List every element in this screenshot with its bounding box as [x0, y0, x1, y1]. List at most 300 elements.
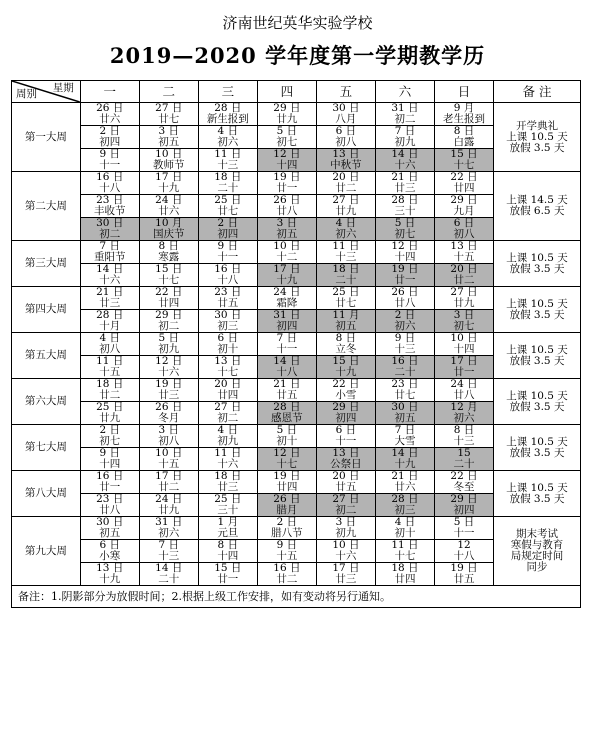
- lunar-text: 二十: [217, 182, 239, 194]
- lunar-text: 十七: [453, 159, 475, 171]
- lunar-text: 十五: [99, 366, 121, 378]
- lunar-text: 廿八: [394, 297, 416, 309]
- holiday-date-cell: [316, 310, 375, 333]
- holiday-date-cell: [316, 402, 375, 425]
- date-text: 27 日: [332, 194, 360, 206]
- date-cell: [139, 241, 198, 264]
- holiday-date-cell: [375, 218, 434, 241]
- day-header-sun: 日: [434, 81, 493, 103]
- date-cell: [80, 379, 139, 402]
- date-text: 4 日: [335, 217, 357, 229]
- week-note: 上课 10.5 天 放假 3.5 天: [494, 425, 581, 471]
- lunar-text: 十八: [217, 274, 239, 286]
- date-cell: [139, 448, 198, 471]
- lunar-text: 十六: [158, 366, 180, 378]
- lunar-text: 教师节: [153, 159, 185, 171]
- date-text: 12 月: [450, 401, 478, 413]
- date-text: 13 日: [450, 240, 478, 252]
- holiday-date-cell: [257, 402, 316, 425]
- date-cell: [80, 126, 139, 149]
- lunar-text: 十六: [335, 550, 357, 562]
- date-text: 7 日: [158, 539, 180, 551]
- lunar-text: 二十: [158, 573, 180, 585]
- holiday-date-cell: [257, 448, 316, 471]
- date-text: 29 日: [450, 493, 478, 505]
- lunar-text: 十九: [276, 274, 298, 286]
- holiday-date-cell: [434, 402, 493, 425]
- lunar-text: 十四: [99, 458, 121, 470]
- lunar-text: 廿五: [453, 573, 475, 585]
- date-text: 16 日: [96, 470, 124, 482]
- date-cell: [434, 379, 493, 402]
- date-text: 27 日: [214, 401, 242, 413]
- date-cell: [80, 563, 139, 586]
- lunar-text: 白露: [453, 136, 475, 148]
- lunar-text: 九月: [453, 205, 475, 217]
- lunar-text: 十七: [394, 550, 416, 562]
- lunar-text: 初三: [217, 320, 239, 332]
- lunar-text: 廿九: [335, 205, 357, 217]
- lunar-text: 廿二: [158, 481, 180, 493]
- lunar-text: 初八: [158, 435, 180, 447]
- lunar-text: 廿三: [335, 573, 357, 585]
- holiday-date-cell: [257, 494, 316, 517]
- date-text: 22 日: [450, 470, 478, 482]
- lunar-text: 廿六: [99, 113, 121, 125]
- holiday-date-cell: [375, 356, 434, 379]
- date-cell: [80, 287, 139, 310]
- holiday-date-cell: [434, 356, 493, 379]
- date-text: 10 日: [273, 240, 301, 252]
- date-text: 11 月: [332, 309, 360, 321]
- lunar-text: 初四: [453, 504, 475, 516]
- date-text: 10 日: [155, 447, 183, 459]
- lunar-text: 初二: [335, 504, 357, 516]
- lunar-text: 廿一: [217, 573, 239, 585]
- date-cell: [316, 540, 375, 563]
- lunar-text: 重阳节: [93, 251, 126, 263]
- lunar-text: 十一: [99, 159, 121, 171]
- date-cell: [257, 103, 316, 126]
- date-cell: [198, 517, 257, 540]
- lunar-text: 廿一: [453, 366, 475, 378]
- date-text: 11 日: [214, 447, 242, 459]
- lunar-text: 十七: [276, 458, 298, 470]
- date-cell: [257, 287, 316, 310]
- date-text: 19 日: [450, 562, 478, 574]
- date-cell: [434, 517, 493, 540]
- date-text: 24 日: [273, 286, 301, 298]
- table-row: [12, 425, 581, 448]
- date-text: 15: [457, 447, 471, 459]
- lunar-text: 廿四: [453, 182, 475, 194]
- lunar-text: 十九: [158, 182, 180, 194]
- date-text: 17 日: [273, 263, 301, 275]
- date-cell: [316, 241, 375, 264]
- date-text: 17 日: [155, 171, 183, 183]
- date-text: 19 日: [391, 263, 419, 275]
- date-text: 27 日: [450, 286, 478, 298]
- lunar-text: 三十: [217, 504, 239, 516]
- date-cell: [80, 149, 139, 172]
- lunar-text: 十二: [276, 251, 298, 263]
- date-cell: [375, 195, 434, 218]
- lunar-text: 初七: [276, 136, 298, 148]
- lunar-text: 廿七: [217, 205, 239, 217]
- lunar-text: 初八: [453, 228, 475, 240]
- date-cell: [80, 402, 139, 425]
- date-cell: [316, 287, 375, 310]
- date-text: 17 日: [450, 355, 478, 367]
- date-text: 3 日: [453, 309, 475, 321]
- week-label: 第三大周: [12, 241, 81, 287]
- week-note: 期末考试 寒假与教育 局规定时间 同步: [494, 517, 581, 586]
- week-label: 第一大周: [12, 103, 81, 172]
- holiday-date-cell: [257, 264, 316, 287]
- lunar-text: 元旦: [217, 527, 239, 539]
- holiday-date-cell: [434, 494, 493, 517]
- date-text: 2 日: [99, 424, 120, 436]
- date-cell: [139, 103, 198, 126]
- date-cell: [198, 402, 257, 425]
- lunar-text: 廿九: [453, 297, 475, 309]
- lunar-text: 初二: [394, 113, 416, 125]
- lunar-text: 廿八: [453, 389, 475, 401]
- lunar-text: 二十: [335, 274, 357, 286]
- date-cell: [434, 471, 493, 494]
- lunar-text: 十七: [217, 366, 239, 378]
- week-label: 第七大周: [12, 425, 81, 471]
- date-text: 10 月: [155, 217, 183, 229]
- school-name: 济南世纪英华实验学校: [222, 14, 373, 32]
- lunar-text: 初五: [158, 136, 180, 148]
- lunar-text: 初六: [394, 320, 416, 332]
- date-text: 16 日: [214, 263, 242, 275]
- date-text: 24 日: [450, 378, 478, 390]
- date-text: 23 日: [214, 286, 242, 298]
- date-text: 21 日: [273, 378, 301, 390]
- lunar-text: 廿二: [99, 389, 121, 401]
- holiday-date-cell: [316, 264, 375, 287]
- lunar-text: 小寒: [99, 550, 121, 562]
- lunar-text: 初二: [158, 320, 180, 332]
- date-cell: [198, 448, 257, 471]
- lunar-text: 廿九: [276, 113, 298, 125]
- lunar-text: 十七: [158, 274, 180, 286]
- date-cell: [257, 172, 316, 195]
- lunar-text: 初五: [335, 320, 357, 332]
- lunar-text: 廿三: [158, 389, 180, 401]
- date-cell: [80, 310, 139, 333]
- date-text: 30 日: [96, 217, 124, 229]
- lunar-text: 廿一: [394, 274, 416, 286]
- date-text: 30 日: [391, 401, 419, 413]
- date-cell: [198, 310, 257, 333]
- date-cell: [80, 448, 139, 471]
- lunar-text: 廿七: [158, 113, 180, 125]
- date-cell: [316, 379, 375, 402]
- date-cell: [257, 241, 316, 264]
- date-text: 20 日: [332, 171, 360, 183]
- date-cell: [139, 379, 198, 402]
- lunar-text: 廿二: [335, 182, 357, 194]
- date-cell: [198, 356, 257, 379]
- date-cell: [139, 471, 198, 494]
- date-text: 12 日: [273, 148, 301, 160]
- lunar-text: 立冬: [335, 343, 357, 355]
- date-cell: [80, 172, 139, 195]
- date-cell: [139, 425, 198, 448]
- holiday-date-cell: [375, 264, 434, 287]
- date-text: 20 日: [450, 263, 478, 275]
- date-text: 15 日: [332, 355, 360, 367]
- date-text: 23 日: [391, 378, 419, 390]
- date-text: 25 日: [332, 286, 360, 298]
- lunar-text: 初十: [276, 435, 298, 447]
- day-header-fri: 五: [316, 81, 375, 103]
- date-text: 12 日: [155, 355, 183, 367]
- date-cell: [139, 356, 198, 379]
- table-row: [12, 517, 581, 540]
- holiday-date-cell: [375, 402, 434, 425]
- table-row: [12, 471, 581, 494]
- holiday-date-cell: [375, 448, 434, 471]
- date-text: 2 日: [99, 125, 120, 137]
- date-text: 15 日: [214, 562, 242, 574]
- date-text: 24 日: [155, 493, 183, 505]
- lunar-text: 十月: [99, 320, 121, 332]
- date-cell: [80, 471, 139, 494]
- date-text: 11 日: [214, 148, 242, 160]
- table-row: [12, 172, 581, 195]
- date-text: 7 日: [394, 424, 416, 436]
- date-text: 17 日: [332, 562, 360, 574]
- date-text: 10 日: [332, 539, 360, 551]
- date-text: 12 日: [273, 447, 301, 459]
- date-text: 19 日: [273, 470, 301, 482]
- date-text: 27 日: [332, 493, 360, 505]
- date-cell: [80, 195, 139, 218]
- table-row: [12, 287, 581, 310]
- holiday-date-cell: [375, 494, 434, 517]
- date-text: 16 日: [391, 355, 419, 367]
- date-cell: [434, 103, 493, 126]
- date-cell: [316, 195, 375, 218]
- holiday-date-cell: [257, 356, 316, 379]
- date-cell: [434, 287, 493, 310]
- date-text: 9 月: [453, 102, 475, 114]
- date-text: 17 日: [155, 470, 183, 482]
- date-cell: [139, 563, 198, 586]
- date-text: 30 日: [214, 309, 242, 321]
- lunar-text: 初九: [158, 343, 180, 355]
- date-text: 7 日: [394, 125, 416, 137]
- date-text: 14 日: [391, 447, 419, 459]
- date-cell: [198, 126, 257, 149]
- holiday-date-cell: [257, 218, 316, 241]
- date-cell: [80, 241, 139, 264]
- lunar-text: 十八: [453, 550, 475, 562]
- lunar-text: 廿三: [394, 182, 416, 194]
- date-text: 15 日: [155, 263, 183, 275]
- lunar-text: 廿五: [217, 297, 239, 309]
- lunar-text: 感恩节: [271, 412, 303, 424]
- date-cell: [80, 494, 139, 517]
- lunar-text: 十三: [453, 435, 475, 447]
- week-note: 上课 10.5 天 放假 3.5 天: [494, 471, 581, 517]
- date-text: 28 日: [273, 401, 301, 413]
- lunar-text: 十六: [99, 274, 121, 286]
- date-text: 4 日: [217, 424, 239, 436]
- date-cell: [80, 103, 139, 126]
- lunar-text: 廿一: [99, 481, 121, 493]
- holiday-date-cell: [139, 218, 198, 241]
- lunar-text: 八月: [335, 113, 357, 125]
- date-cell: [80, 425, 139, 448]
- holiday-date-cell: [198, 218, 257, 241]
- date-cell: [198, 103, 257, 126]
- holiday-date-cell: [316, 149, 375, 172]
- lunar-text: 冬月: [158, 412, 180, 424]
- date-cell: [257, 540, 316, 563]
- date-cell: [434, 563, 493, 586]
- footer-note: 备注：1.阴影部分为放假时间；2.根据上级工作安排，如有变动将另行通知。: [12, 586, 581, 608]
- lunar-text: 十五: [276, 550, 298, 562]
- date-text: 8 日: [217, 539, 239, 551]
- lunar-text: 初六: [158, 527, 180, 539]
- date-text: 26 日: [273, 493, 301, 505]
- lunar-text: 初四: [276, 320, 298, 332]
- week-label: 第六大周: [12, 379, 81, 425]
- date-text: 21 日: [391, 171, 419, 183]
- date-cell: [316, 563, 375, 586]
- date-cell: [80, 333, 139, 356]
- date-cell: [198, 471, 257, 494]
- date-text: 13 日: [96, 562, 124, 574]
- date-text: 9 日: [394, 332, 416, 344]
- holiday-date-cell: [434, 448, 493, 471]
- date-cell: [139, 333, 198, 356]
- lunar-text: 廿九: [99, 412, 121, 424]
- lunar-text: 廿二: [453, 274, 475, 286]
- lunar-text: 初四: [217, 228, 239, 240]
- holiday-date-cell: [257, 310, 316, 333]
- date-cell: [375, 540, 434, 563]
- date-cell: [198, 195, 257, 218]
- date-text: 20 日: [214, 378, 242, 390]
- date-cell: [198, 494, 257, 517]
- date-cell: [139, 402, 198, 425]
- date-text: 3 日: [335, 516, 357, 528]
- date-cell: [80, 540, 139, 563]
- date-cell: [375, 471, 434, 494]
- holiday-date-cell: [316, 448, 375, 471]
- date-text: 28 日: [96, 309, 124, 321]
- lunar-text: 初五: [394, 412, 416, 424]
- lunar-text: 十四: [453, 343, 475, 355]
- date-cell: [198, 149, 257, 172]
- lunar-text: 廿四: [394, 573, 416, 585]
- week-label: 第五大周: [12, 333, 81, 379]
- lunar-text: 初六: [217, 136, 239, 148]
- holiday-date-cell: [434, 264, 493, 287]
- lunar-text: 十九: [335, 366, 357, 378]
- date-text: 26 日: [273, 194, 301, 206]
- date-text: 8 日: [453, 125, 475, 137]
- date-cell: [139, 310, 198, 333]
- date-text: 6 日: [335, 125, 357, 137]
- day-header-sat: 六: [375, 81, 434, 103]
- date-cell: [257, 471, 316, 494]
- date-text: 14 日: [273, 355, 301, 367]
- lunar-text: 廿三: [99, 297, 121, 309]
- date-text: 9 日: [99, 148, 120, 160]
- lunar-text: 大雪: [394, 435, 416, 447]
- lunar-text: 新生报到: [206, 113, 249, 125]
- date-text: 25 日: [214, 194, 242, 206]
- day-header-mon: 一: [80, 81, 139, 103]
- date-cell: [316, 126, 375, 149]
- date-cell: [198, 172, 257, 195]
- corner-header: [12, 81, 81, 103]
- date-text: 23 日: [96, 194, 124, 206]
- lunar-text: 十三: [217, 159, 239, 171]
- lunar-text: 三十: [394, 205, 416, 217]
- date-text: 18 日: [391, 562, 419, 574]
- holiday-date-cell: [80, 218, 139, 241]
- date-text: 30 日: [96, 516, 124, 528]
- date-cell: [316, 333, 375, 356]
- lunar-text: 初十: [394, 527, 416, 539]
- date-text: 31 日: [391, 102, 419, 114]
- date-cell: [139, 172, 198, 195]
- date-text: 31 日: [273, 309, 301, 321]
- date-text: 5 日: [453, 516, 475, 528]
- date-cell: [257, 425, 316, 448]
- lunar-text: 初六: [453, 412, 475, 424]
- date-text: 26 日: [155, 401, 183, 413]
- date-text: 18 日: [332, 263, 360, 275]
- date-cell: [257, 563, 316, 586]
- date-cell: [198, 287, 257, 310]
- lunar-text: 丰收节: [93, 205, 126, 217]
- date-text: 14 日: [155, 562, 183, 574]
- date-cell: [434, 333, 493, 356]
- date-cell: [316, 517, 375, 540]
- date-text: 27 日: [155, 102, 183, 114]
- date-text: 22 日: [450, 171, 478, 183]
- date-text: 19 日: [273, 171, 301, 183]
- lunar-text: 初九: [217, 435, 239, 447]
- corner-weekday-label: 星期: [52, 82, 74, 94]
- lunar-text: 初七: [99, 435, 121, 447]
- holiday-date-cell: [434, 310, 493, 333]
- date-cell: [434, 126, 493, 149]
- date-text: 29 日: [450, 194, 478, 206]
- lunar-text: 十三: [394, 343, 416, 355]
- lunar-text: 初七: [394, 228, 416, 240]
- date-text: 13 日: [214, 355, 242, 367]
- date-text: 15 日: [450, 148, 478, 160]
- lunar-text: 初七: [453, 320, 475, 332]
- date-text: 24 日: [155, 194, 183, 206]
- week-note: 上课 10.5 天 放假 3.5 天: [494, 333, 581, 379]
- lunar-text: 廿八: [276, 205, 298, 217]
- date-cell: [316, 103, 375, 126]
- date-text: 28 日: [214, 102, 242, 114]
- lunar-text: 廿三: [217, 481, 239, 493]
- date-text: 26 日: [391, 286, 419, 298]
